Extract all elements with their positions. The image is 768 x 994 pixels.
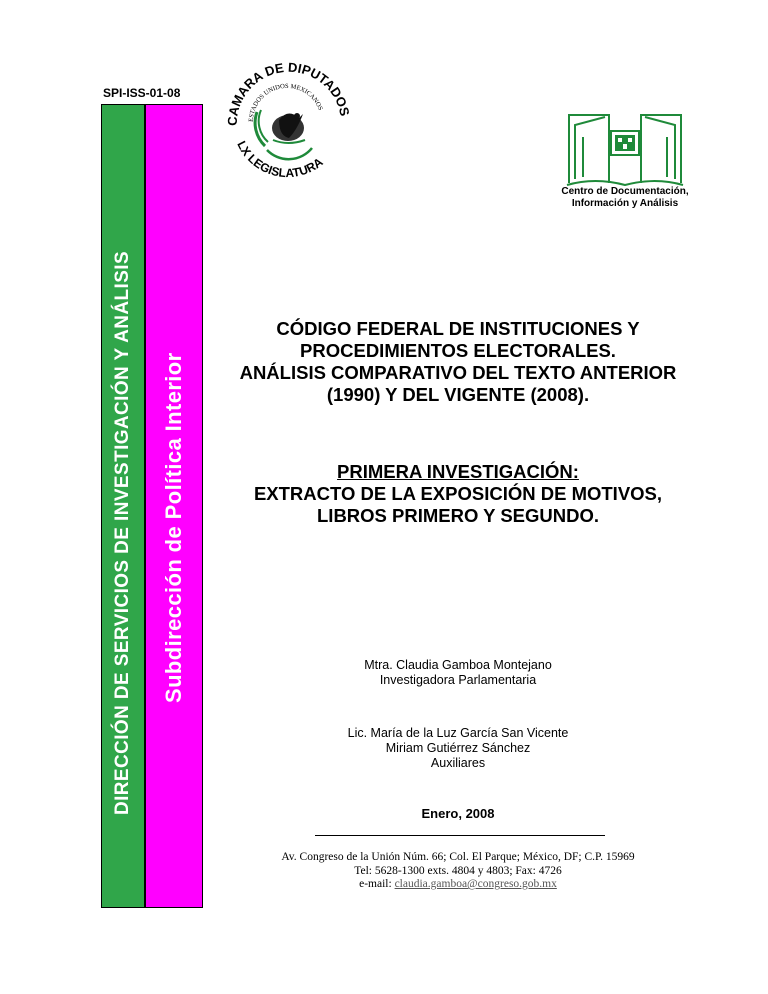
title-line: (1990) Y DEL VIGENTE (2008).: [326, 384, 590, 405]
document-code: SPI-ISS-01-08: [103, 86, 181, 100]
auxiliaries-block: [208, 726, 708, 771]
seal-green-arc-bottom: [267, 148, 312, 159]
subtitle-heading: PRIMERA INVESTIGACIÓN:: [337, 461, 579, 482]
seal-top-text: CAMARA DE DIPUTADOS: [224, 59, 353, 127]
cedia-building-logo: [565, 107, 685, 189]
title-line: CÓDIGO FEDERAL DE INSTITUCIONES Y: [276, 318, 640, 339]
footer-address: Av. Congreso de la Unión Núm. 66; Col. El Parque; México, DF; C.P. 15969: [281, 851, 635, 863]
title-line: PROCEDIMIENTOS ELECTORALES.: [300, 340, 616, 361]
camara-diputados-seal: [217, 50, 357, 190]
footer-phone: Tel: 5628-1300 exts. 4804 y 4803; Fax: 4726: [354, 864, 562, 877]
seal-inner-text: ESTADOS UNIDOS MEXICANOS: [247, 82, 324, 123]
direction-label: DIRECCIÓN DE SERVICIOS DE INVESTIGACIÓN Y ANÁLISIS: [112, 250, 133, 815]
subtitle-line: LIBROS PRIMERO Y SEGUNDO.: [317, 505, 599, 526]
main-author-role: Investigadora Parlamentaria: [379, 673, 537, 687]
subdirection-label: Subdirección de Política Interior: [161, 352, 186, 703]
subtitle-line: EXTRACTO DE LA EXPOSICIÓN DE MOTIVOS,: [253, 483, 663, 504]
cedia-caption: [545, 186, 705, 210]
publication-date: Enero, 2008: [421, 806, 495, 821]
footer-contact: [208, 851, 708, 892]
email-label: e-mail:: [359, 878, 395, 890]
main-title: [208, 318, 708, 406]
cedia-line-2: Información y Análisis: [571, 198, 679, 209]
magenta-side-band: [145, 104, 203, 908]
main-author-name: Mtra. Claudia Gamboa Montejano: [364, 658, 552, 672]
footer-divider: [315, 835, 605, 836]
cedia-line-1: Centro de Documentación,: [561, 186, 689, 197]
email-link[interactable]: claudia.gamboa@congreso.gob.mx: [394, 878, 557, 890]
auxiliary-name: Miriam Gutiérrez Sánchez: [385, 741, 531, 755]
title-line: ANÁLISIS COMPARATIVO DEL TEXTO ANTERIOR: [239, 362, 677, 383]
eagle-icon: [272, 113, 305, 143]
main-author-block: [208, 658, 708, 688]
footer-email-line: [208, 878, 708, 892]
auxiliary-name: Lic. María de la Luz García San Vicente: [347, 726, 569, 740]
green-side-band: [101, 104, 145, 908]
auxiliaries-role: Auxiliares: [430, 756, 486, 770]
seal-bottom-text: LX LEGISLATURA: [234, 138, 326, 181]
subtitle: [208, 461, 708, 527]
